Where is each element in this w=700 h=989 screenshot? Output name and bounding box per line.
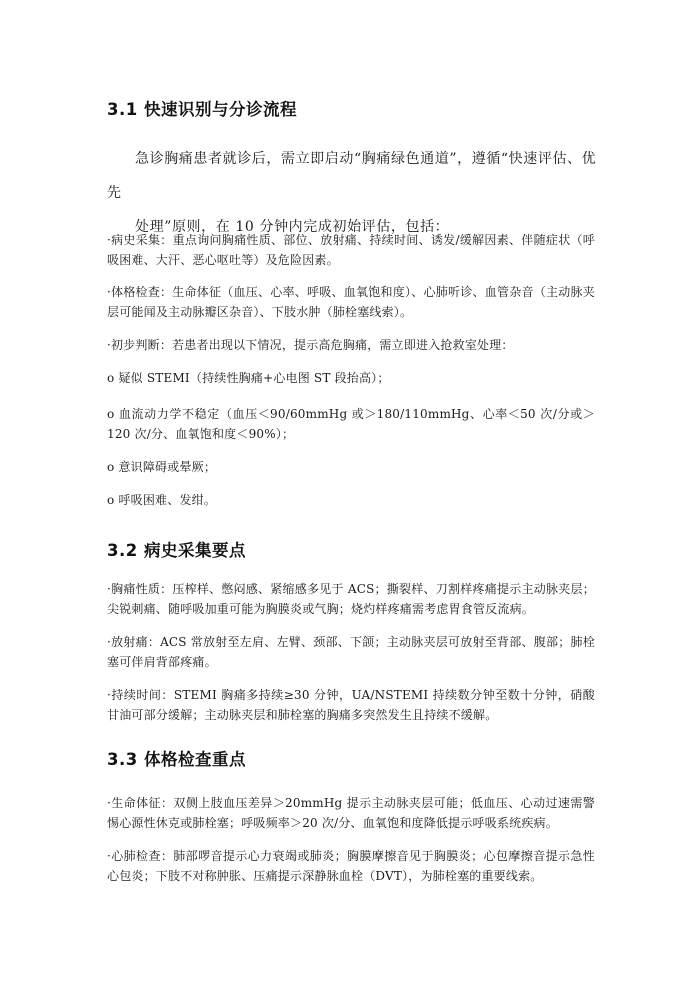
list-item-consciousness: o 意识障碍或晕厥； bbox=[107, 460, 217, 474]
paragraph-pain-nature: ·胸痛性质：压榨样、憋闷感、紧缩感多见于 ACS；撕裂样、刀割样疼痛提示主动脉夹层；尖锐刺痛、随呼吸加重可能为胸膜炎或气胸；烧灼样疼痛需考虑胃食管反流病。 bbox=[107, 582, 595, 616]
paragraph-exam: ·体格检查：生命体征（血压、心率、呼吸、血氧饱和度）、心肺听诊、血管杂音（主动脉夹层可能闻及主动脉瓣区杂音）、下肢水肿（肺栓塞线索）。 bbox=[107, 285, 595, 319]
section-heading-3-1: 3.1 快速识别与分诊流程 bbox=[107, 100, 297, 119]
paragraph-vitals: ·生命体征：双侧上肢血压差异＞20mmHg 提示主动脉夹层可能；低血压、心动过速需警惕心源性休克或肺栓塞；呼吸频率＞20 次/分、血氧饱和度降低提示呼吸系统疾病。 bbox=[107, 796, 595, 830]
list-item-dyspnea: o 呼吸困难、发绀。 bbox=[107, 493, 217, 507]
list-item-stemi: o 疑似 STEMI（持续性胸痛+心电图 ST 段抬高）； bbox=[107, 371, 390, 385]
intro-line-1: 急诊胸痛患者就诊后，需立即启动“胸痛绿色通道”，遵循“快速评估、优先 bbox=[107, 151, 597, 201]
list-item-hemodynamic: o 血流动力学不稳定（血压＜90/60mmHg 或＞180/110mmHg、心率＜50 次/分或＞120 次/分、血氧饱和度＜90%）； bbox=[107, 407, 595, 441]
intro-line-2: 处理”原则，在 10 分钟内完成初始评估，包括： bbox=[135, 219, 450, 235]
intro-paragraph bbox=[107, 142, 599, 244]
section-heading-3-2: 3.2 病史采集要点 bbox=[107, 541, 246, 560]
section-heading-3-3: 3.3 体格检查重点 bbox=[107, 750, 246, 769]
paragraph-judgement: ·初步判断：若患者出现以下情况，提示高危胸痛，需立即进入抢救室处理： bbox=[107, 338, 514, 352]
paragraph-duration: ·持续时间：STEMI 胸痛多持续≥30 分钟，UA/NSTEMI 持续数分钟至数十分钟，硝酸甘油可部分缓解；主动脉夹层和肺栓塞的胸痛多突然发生且持续不缓解。 bbox=[107, 688, 595, 722]
paragraph-radiation: ·放射痛：ACS 常放射至左肩、左臂、颈部、下颌；主动脉夹层可放射至背部、腹部；肺栓塞可伴肩背部疼痛。 bbox=[107, 635, 595, 669]
paragraph-history: ·病史采集：重点询问胸痛性质、部位、放射痛、持续时间、诱发/缓解因素、伴随症状（呼吸困难、大汗、恶心呕吐等）及危险因素。 bbox=[107, 233, 595, 267]
paragraph-cardio-pulmonary: ·心肺检查：肺部啰音提示心力衰竭或肺炎；胸膜摩擦音见于胸膜炎；心包摩擦音提示急性心包炎；下肢不对称肿胀、压痛提示深静脉血栓（DVT），为肺栓塞的重要线索。 bbox=[107, 849, 595, 883]
